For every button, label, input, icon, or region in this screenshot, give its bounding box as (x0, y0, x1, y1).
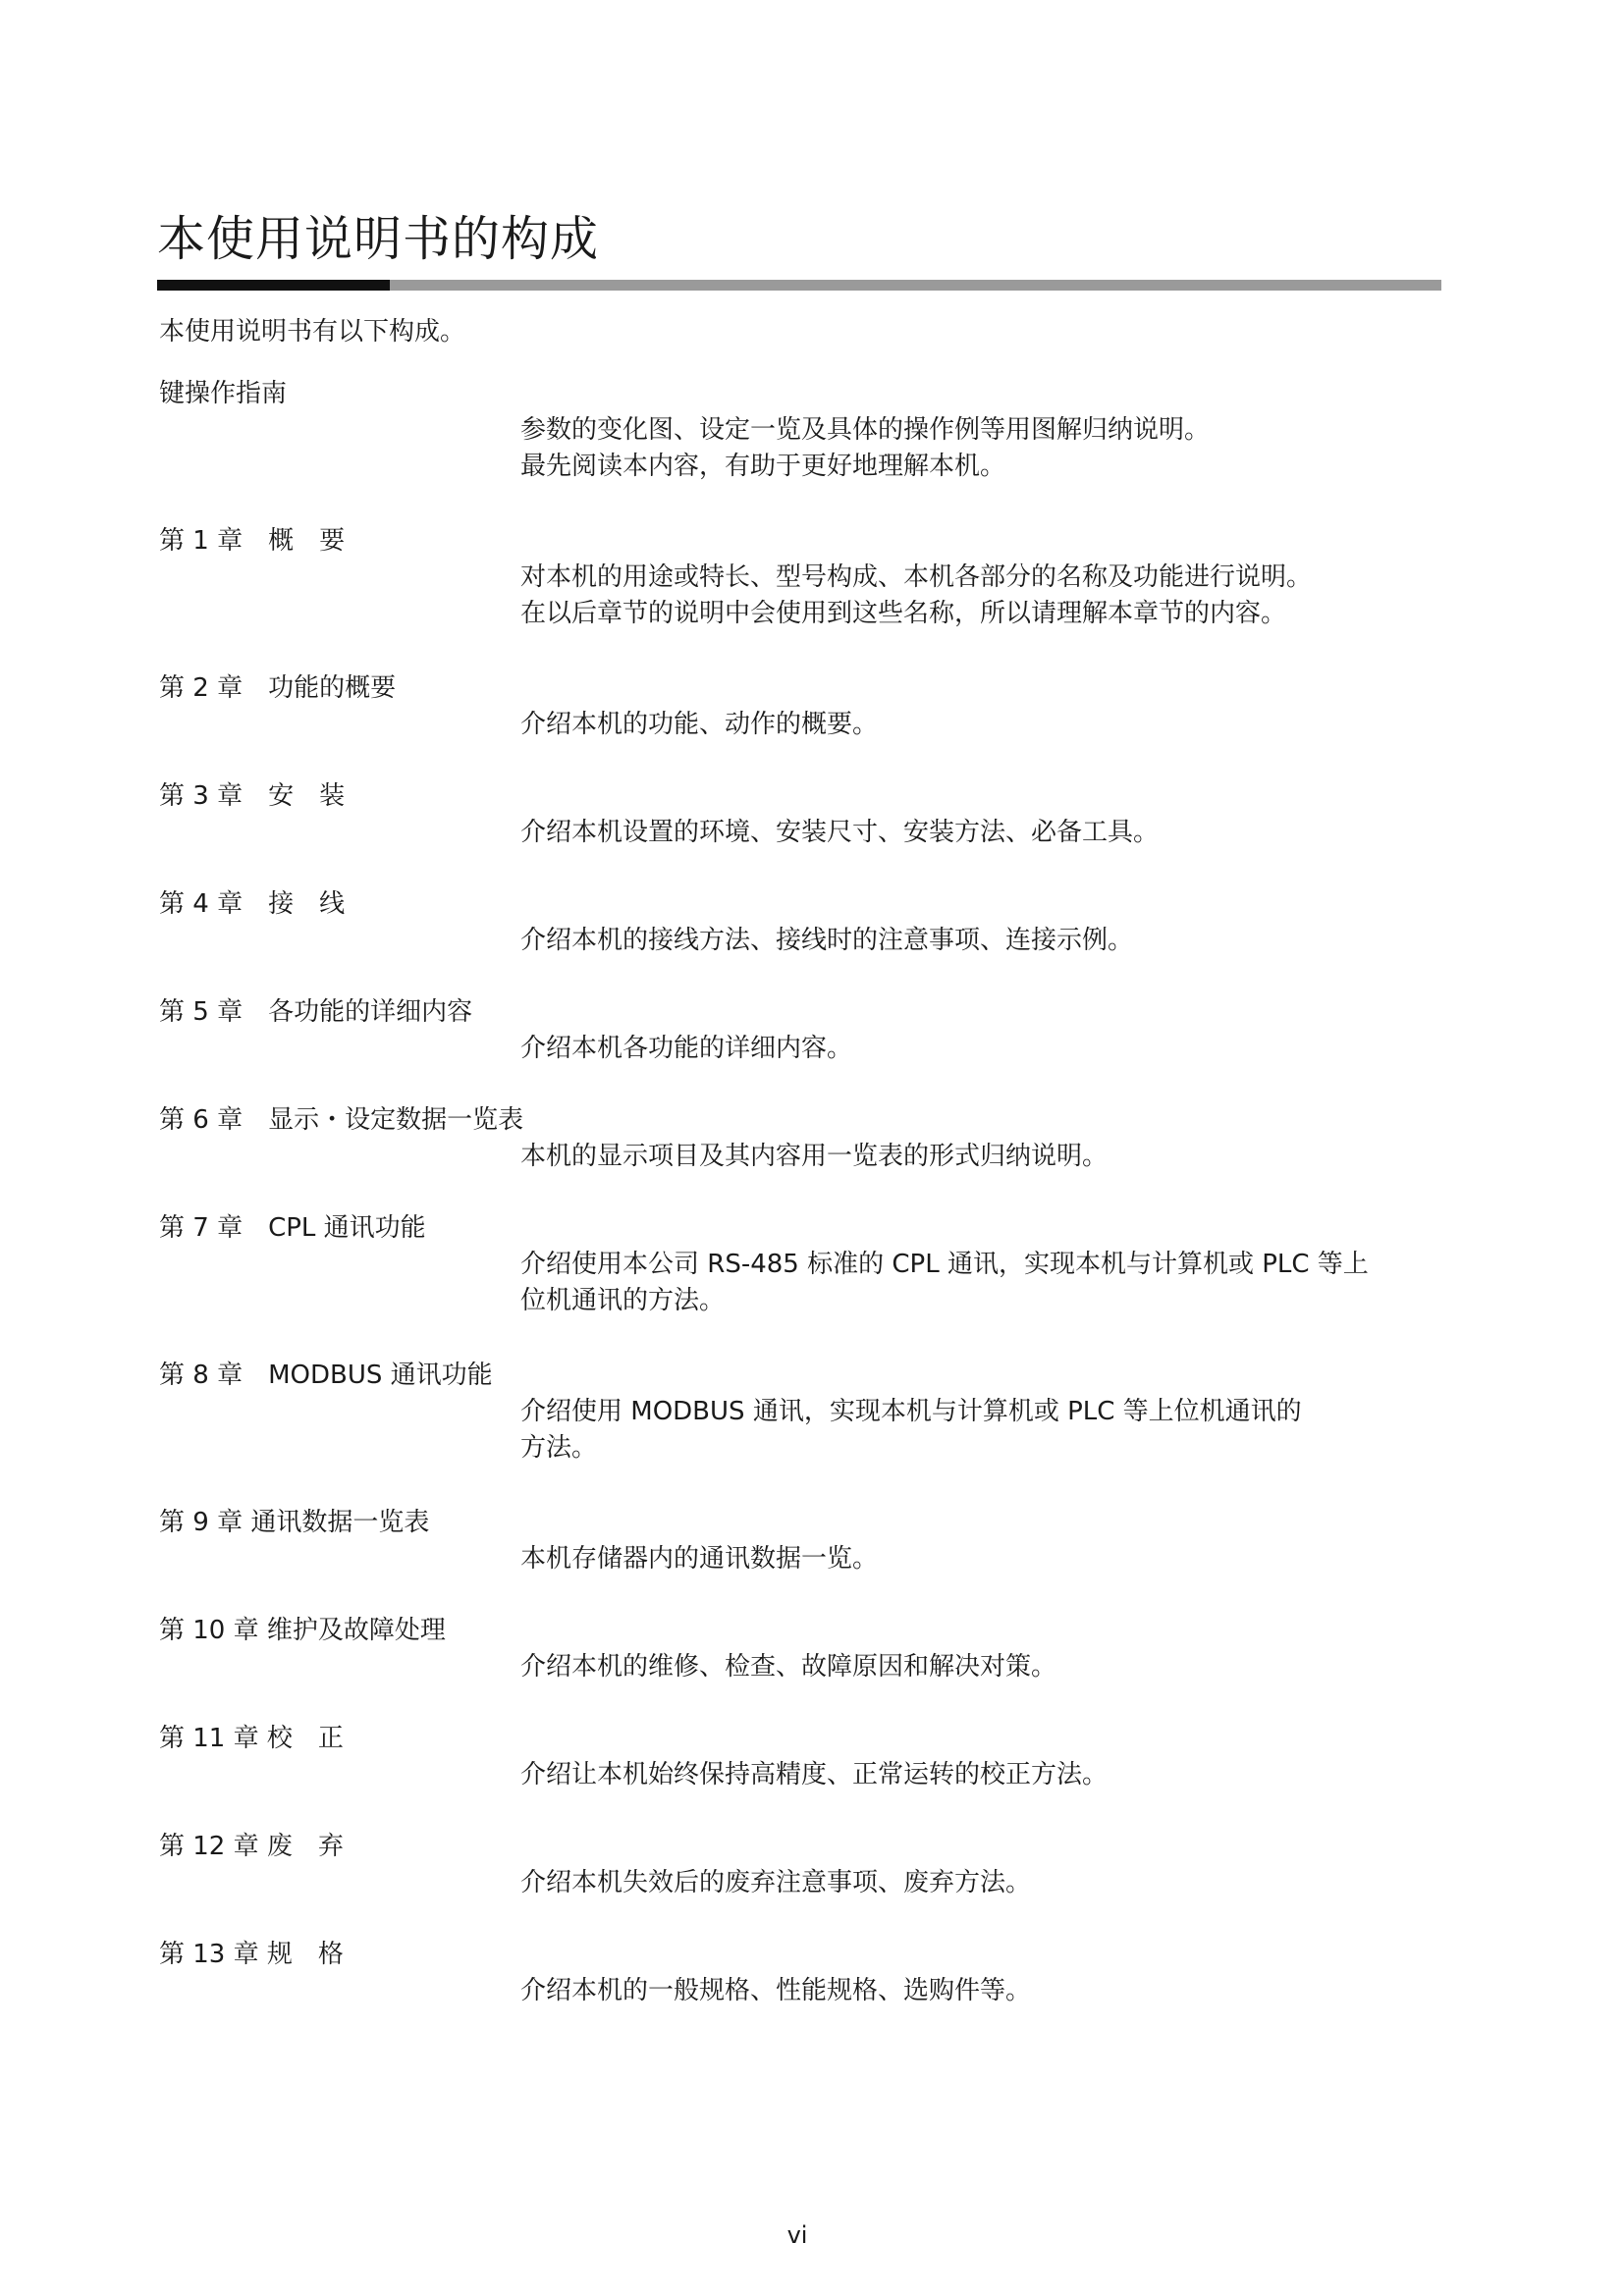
section-heading: 第 13 章 规 格 (159, 1940, 344, 1969)
description-line: 介绍让本机始终保持高精度、正常运转的校正方法。 (520, 1760, 1109, 1789)
section-heading: 第 8 章 MODBUS 通讯功能 (159, 1361, 493, 1390)
section-description (520, 1649, 1443, 1685)
description-line: 本机的显示项目及其内容用一览表的形式归纳说明。 (520, 1142, 1109, 1171)
description-line: 介绍本机的一般规格、性能规格、选购件等。 (520, 1976, 1032, 2005)
section-chapter-11 (159, 1713, 1445, 1821)
section-heading: 第 4 章 接 线 (159, 889, 346, 919)
description-line: 介绍本机的接线方法、接线时的注意事项、连接示例。 (520, 926, 1134, 955)
section-heading: 第 9 章 通讯数据一览表 (159, 1508, 430, 1537)
section-heading: 第 11 章 校 正 (159, 1724, 344, 1753)
section-heading: 键操作指南 (159, 379, 288, 408)
section-heading: 第 10 章 维护及故障处理 (159, 1616, 446, 1645)
description-line: 本机存储器内的通讯数据一览。 (520, 1544, 879, 1574)
section-description (520, 1865, 1443, 1901)
section-heading: 第 7 章 CPL 通讯功能 (159, 1213, 426, 1243)
section-chapter-2 (159, 663, 1445, 771)
description-line: 在以后章节的说明中会使用到这些名称，所以请理解本章节的内容。 (520, 599, 1287, 628)
description-line: 参数的变化图、设定一览及具体的操作例等用图解归纳说明。 (520, 415, 1211, 445)
page-number: vi (786, 2221, 808, 2249)
section-chapter-7 (159, 1202, 1445, 1350)
section-description (520, 1031, 1443, 1067)
section-chapter-1 (159, 515, 1445, 663)
section-chapter-4 (159, 879, 1445, 987)
section-description (520, 815, 1443, 851)
section-heading: 第 6 章 显示・设定数据一览表 (159, 1105, 524, 1135)
description-line: 介绍本机设置的环境、安装尺寸、安装方法、必备工具。 (520, 818, 1160, 847)
section-chapter-5 (159, 987, 1445, 1095)
section-chapter-3 (159, 771, 1445, 879)
page-title: 本使用说明书的构成 (157, 211, 600, 267)
section-heading: 第 1 章 概 要 (159, 526, 346, 556)
intro-text: 本使用说明书有以下构成。 (159, 317, 466, 347)
section-chapter-8 (159, 1350, 1445, 1497)
section-description (520, 1541, 1443, 1577)
section-heading: 第 12 章 废 弃 (159, 1832, 344, 1861)
section-description (520, 1973, 1443, 2009)
section-list (159, 368, 1445, 2037)
section-chapter-12 (159, 1821, 1445, 1929)
section-chapter-13 (159, 1929, 1445, 2037)
section-heading: 第 5 章 各功能的详细内容 (159, 997, 473, 1027)
section-description (520, 412, 1443, 485)
section-description (520, 923, 1443, 959)
section-key-operation-guide (159, 368, 1445, 515)
section-chapter-10 (159, 1605, 1445, 1713)
description-line: 位机通讯的方法。 (520, 1286, 726, 1315)
section-description (520, 1757, 1443, 1793)
section-description (520, 1247, 1443, 1319)
description-line: 方法。 (520, 1433, 598, 1463)
description-line: 介绍使用本公司 RS-485 标准的 CPL 通讯，实现本机与计算机或 PLC 等上 (520, 1250, 1369, 1279)
description-line: 最先阅读本内容，有助于更好地理解本机。 (520, 452, 1006, 481)
description-line: 介绍使用 MODBUS 通讯，实现本机与计算机或 PLC 等上位机通讯的 (520, 1397, 1302, 1426)
section-description (520, 560, 1443, 632)
description-line: 对本机的用途或特长、型号构成、本机各部分的名称及功能进行说明。 (520, 562, 1313, 592)
section-description (520, 707, 1443, 743)
description-line: 介绍本机各功能的详细内容。 (520, 1034, 853, 1063)
section-chapter-6 (159, 1095, 1445, 1202)
section-heading: 第 3 章 安 装 (159, 781, 346, 811)
section-chapter-9 (159, 1497, 1445, 1605)
description-line: 介绍本机失效后的废弃注意事项、废弃方法。 (520, 1868, 1032, 1897)
section-heading: 第 2 章 功能的概要 (159, 673, 397, 703)
section-description (520, 1139, 1443, 1175)
title-rule-accent (157, 280, 390, 291)
section-description (520, 1394, 1443, 1467)
description-line: 介绍本机的维修、检查、故障原因和解决对策。 (520, 1652, 1057, 1682)
description-line: 介绍本机的功能、动作的概要。 (520, 710, 879, 739)
